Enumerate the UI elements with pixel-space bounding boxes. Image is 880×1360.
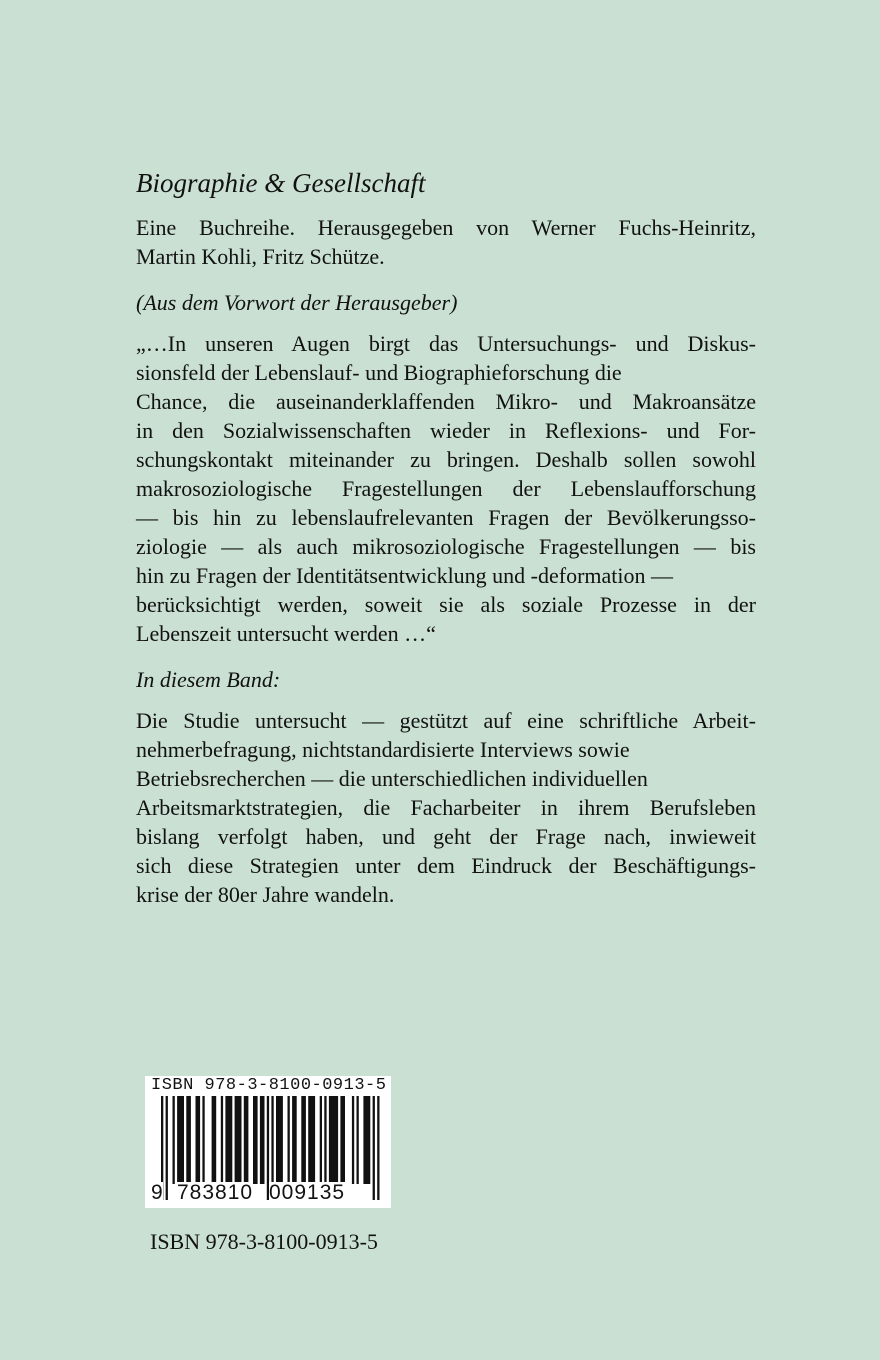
text-line: Betriebsrecherchen — die unterschiedlichen individuellen <box>136 766 648 791</box>
barcode-bar <box>329 1096 338 1184</box>
barcode-bar <box>235 1096 242 1184</box>
barcode-isbn-label: ISBN 978-3-8100-0913-5 <box>151 1076 387 1095</box>
text-line: Chance, die auseinanderklaffenden Mikro- und Makroansätze <box>136 389 756 414</box>
barcode-bar <box>196 1096 201 1184</box>
text-line: hin zu Fragen der Identitätsentwicklung und -deformation — <box>136 563 674 588</box>
text-line: berücksichtigt werden, soweit sie als soziale Prozesse in der <box>136 592 756 617</box>
text-line: Arbeitsmarktstrategien, die Facharbeiter in ihrem Berufsleben <box>136 795 756 820</box>
isbn-text: ISBN 978-3-8100-0913-5 <box>150 1229 378 1254</box>
foreword-quote <box>136 329 756 648</box>
barcode-bar <box>373 1096 375 1200</box>
text-line: Die Studie untersucht — gestützt auf eine schriftliche Arbeit- <box>136 708 756 733</box>
barcode-bar <box>177 1096 184 1184</box>
isbn-barcode <box>145 1076 391 1208</box>
barcode-bar <box>202 1096 204 1184</box>
barcode-bar <box>253 1096 258 1184</box>
volume-description <box>136 706 756 909</box>
barcode-bar <box>301 1096 306 1184</box>
back-cover-text <box>136 163 756 909</box>
text-line: bislang verfolgt haben, und geht der Frage nach, inwieweit <box>136 824 756 849</box>
text-line: — bis hin zu lebenslaufrelevanten Fragen der Bevölkerungsso- <box>136 505 756 530</box>
text-line: schungskontakt miteinander zu bringen. Deshalb sollen sowohl <box>136 447 756 472</box>
barcode-bar <box>244 1096 249 1184</box>
barcode-bar <box>186 1096 191 1184</box>
barcode-bar <box>260 1096 265 1184</box>
barcode-bar <box>173 1096 175 1184</box>
barcode-bar <box>166 1096 168 1200</box>
barcode-bar <box>352 1096 354 1184</box>
barcode-bar <box>308 1096 315 1184</box>
text-line: ziologie — als auch mikrosoziologische Fragestellungen — bis <box>136 534 756 559</box>
barcode-bar <box>324 1096 326 1184</box>
series-title: Biographie & Gesellschaft <box>136 168 426 198</box>
text-line: in den Sozialwissenschaften wieder in Reflexions- und For- <box>136 418 756 443</box>
text-line: krise der 80er Jahre wandeln. <box>136 882 395 907</box>
series-editors <box>136 213 756 271</box>
barcode-bar <box>357 1096 359 1184</box>
text-line: sionsfeld der Lebenslauf- und Biographieforschung die <box>136 360 622 385</box>
text-line: sich diese Strategien unter dem Eindruck der Beschäftigungs- <box>136 853 756 878</box>
barcode-bar <box>320 1096 322 1184</box>
text-line: Martin Kohli, Fritz Schütze. <box>136 244 385 269</box>
text-line: makrosoziologische Fragestellungen der Lebenslaufforschung <box>136 476 756 501</box>
barcode-bar <box>377 1096 379 1200</box>
text-line: Lebenszeit untersucht werden …“ <box>136 621 436 646</box>
barcode-digits-left: 783810 <box>177 1181 254 1204</box>
barcode-digit-first: 9 <box>151 1181 163 1204</box>
text-line: nehmerbefragung, nichtstandardisierte Interviews sowie <box>136 737 630 762</box>
barcode-bar <box>363 1096 370 1184</box>
barcode-bar <box>292 1096 297 1184</box>
barcode-bar <box>276 1096 283 1184</box>
barcode-bar <box>225 1096 232 1184</box>
barcode-bar <box>340 1096 345 1184</box>
text-line: Eine Buchreihe. Herausgegeben von Werner Fuchs-Heinritz, <box>136 215 756 240</box>
barcode-bar <box>288 1096 290 1184</box>
foreword-heading: (Aus dem Vorwort der Herausgeber) <box>136 290 458 315</box>
volume-heading: In diesem Band: <box>136 667 281 692</box>
text-line: „…In unseren Augen birgt das Untersuchungs- und Diskus- <box>136 331 756 356</box>
barcode-bar <box>212 1096 217 1184</box>
barcode-bar <box>221 1096 223 1184</box>
barcode-digits-right: 009135 <box>269 1181 346 1204</box>
